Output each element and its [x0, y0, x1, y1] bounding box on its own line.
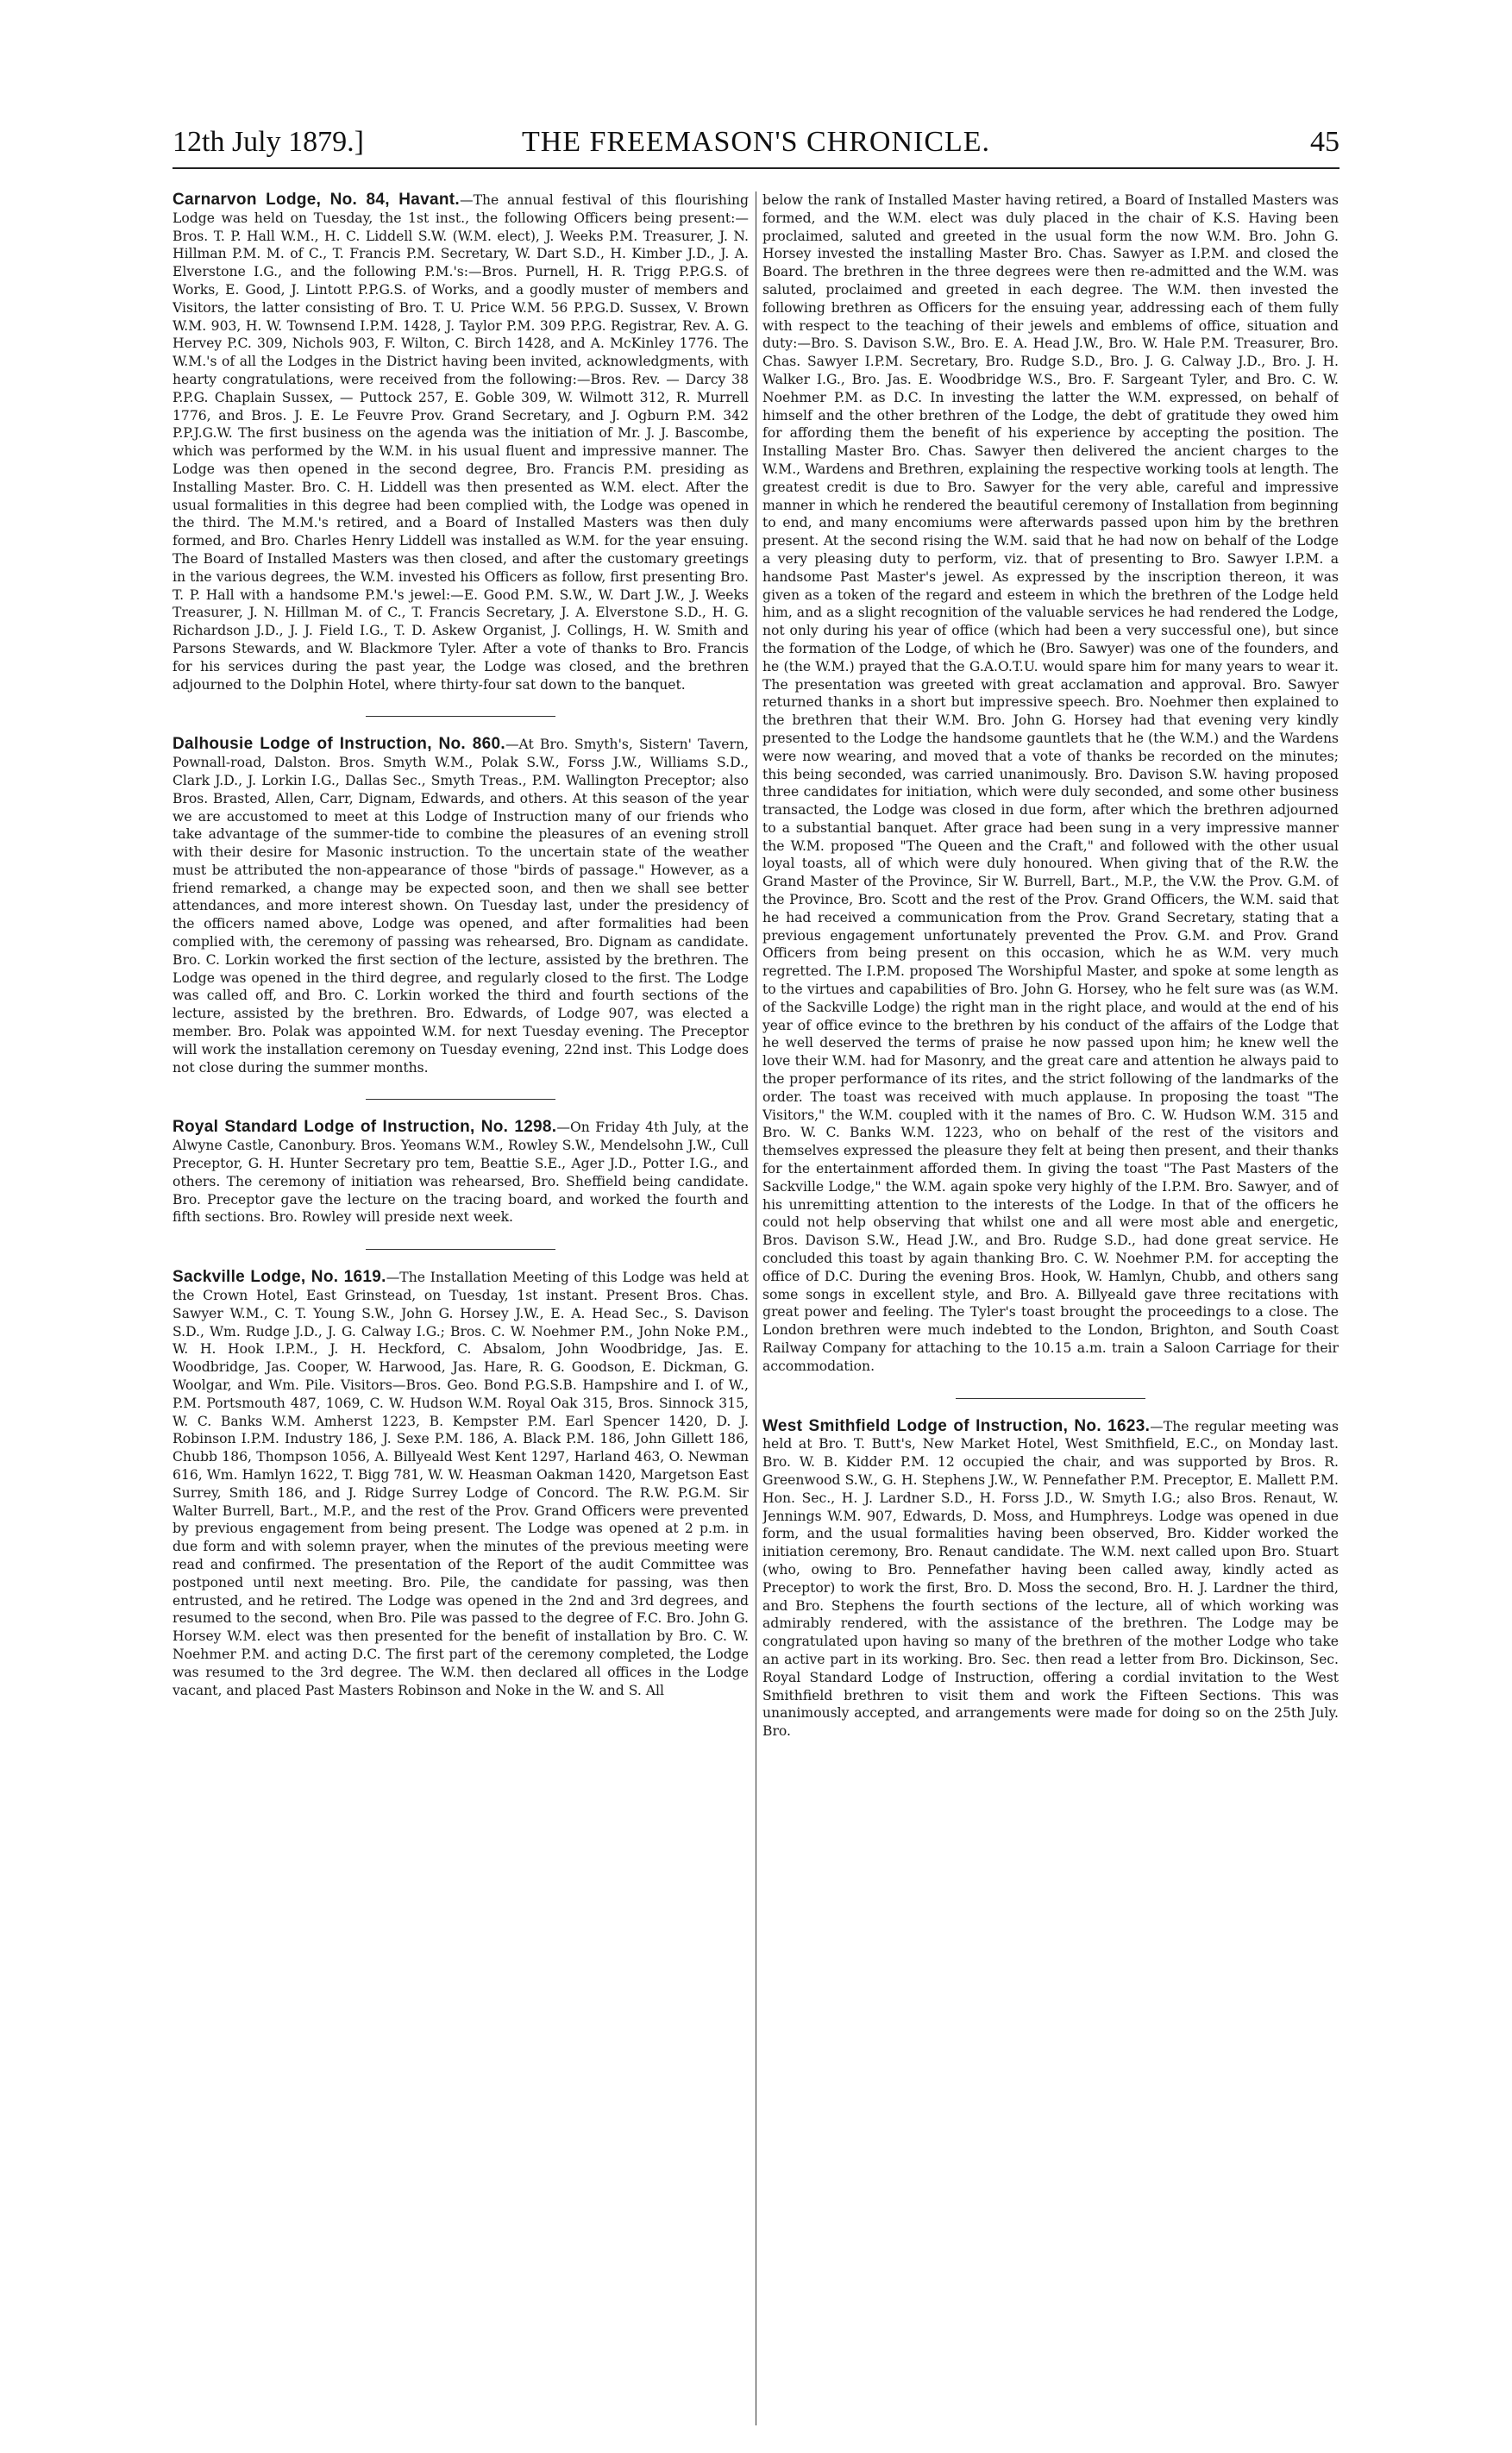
article-separator [366, 1099, 555, 1100]
article-body: —The regular meeting was held at Bro. T. Butt's, New Market Hotel, West Smithfield, E.C., on Monday last. Bro. W. B. Kidder P.M. 12 occupied the chair, and was supported by Bros. R. Greenwood S.W., G. H. Stephens J.W., W. Pennefather P.M. Preceptor, E. Mallett P.M. Hon. Sec., H. J. Lardner S.D., H. Forss J.D., W. Smyth I.G.; also Bros. Renaut, W. Jennings W.M. 907, Edwards, D. Moss, and Humphreys. Lodge was opened in due form, and the usual formalities having been observed, Bro. Kidder worked the initiation ceremony, Bro. Renaut candidate. The W.M. next called upon Bro. Stuart (who, owing to Bro. Pennefather having been called away, kindly acted as Preceptor) to work the first, Bro. D. Moss the second, Bro. H. J. Lardner the third, and Bro. Stephens the fourth sections of the lecture, all of which working was admirably rendered, with the assistance of the brethren. The Lodge may be congratulated upon having so many of the brethren of the mother Lodge who take an active part in its working. Bro. Sec. then read a letter from Bro. Dickinson, Sec. Royal Standard Lodge of Instruction, offering a cordial invitation to the West Smithfield brethren to visit them and work the Fifteen Sections. This was unanimously accepted, and arrangements were made for doing so on the 25th July. Bro. [762, 1418, 1339, 1740]
article-paragraph [762, 191, 1339, 1376]
article-sackville-lodge [173, 1269, 749, 1699]
article-separator [956, 1398, 1145, 1399]
header-page-number: 45 [1310, 126, 1339, 158]
article-west-smithfield-lodge [762, 1418, 1339, 1741]
article-royal-standard-lodge [173, 1119, 749, 1226]
article-paragraph [762, 1418, 1339, 1741]
article-separator [366, 1249, 555, 1250]
article-body: —At Bro. Smyth's, Sistern' Tavern, Pownall-road, Dalston. Bros. Smyth W.M., Polak S.W., Forss J.W., Williams S.D., Clark J.D., J. Lorkin I.G., Dallas Sec., Smyth Treas., P.M. Wallington Preceptor; also Bros. Brasted, Allen, Carr, Dignam, Edwards, and others. At this season of the year we are accustomed to meet at this Lodge of Instruction many of our friends who take advantage of the summer-tide to combine the pleasures of an evening stroll with their desire for Masonic instruction. To the uncertain state of the weather must be attributed the non-appearance of those "birds of passage." However, as a friend remarked, a change may be expected soon, and then we shall see better attendances, and more interest shown. On Tuesday last, under the presidency of the officers named above, Lodge was opened, and after formalities had been complied with, the ceremony of passing was rehearsed, Bro. Dignam as candidate. Bro. C. Lorkin worked the first section of the lecture, assisted by the brethren. The Lodge was opened in the third degree, and regularly closed to the first. The Lodge was called off, and Bro. C. Lorkin worked the third and fourth sections of the lecture, assisted by the brethren. Bro. Edwards, of Lodge 907, was elected a member. Bro. Polak was appointed W.M. for next Tuesday evening. The Preceptor will work the installation ceremony on Tuesday evening, 22nd inst. This Lodge does not close during the summer months. [173, 737, 749, 1076]
article-body: —On Friday 4th July, at the Alwyne Castle, Canonbury. Bros. Yeomans W.M., Rowley S.W., Mendelsohn J.W., Cull Preceptor, G. H. Hunter Secretary pro tem, Beattie S.E., Ager J.D., Potter I.G., and others. The ceremony of initiation was rehearsed, Bro. Sheffield being candidate. Bro. Preceptor gave the lecture on the tracing board, and worked the fourth and fifth sections. Bro. Rowley will preside next week. [173, 1120, 749, 1226]
article-headline: West Smithfield Lodge of Instruction, No. 1623. [762, 1416, 1151, 1435]
page-header [173, 119, 1339, 171]
article-paragraph [173, 1269, 749, 1699]
header-date: 12th July 1879.] [173, 126, 364, 158]
article-paragraph [173, 1119, 749, 1226]
article-paragraph [173, 191, 749, 693]
header-rule [173, 167, 1339, 169]
article-dalhousie-lodge [173, 736, 749, 1076]
left-column [173, 191, 749, 2425]
article-carnarvon-lodge [173, 191, 749, 693]
article-headline: Dalhousie Lodge of Instruction, No. 860. [173, 735, 505, 754]
article-paragraph [173, 736, 749, 1076]
right-column [762, 191, 1339, 2425]
article-body: —The Installation Meeting of this Lodge was held at the Crown Hotel, East Grinstead, on Tuesday, 1st instant. Present Bros. Chas. Sawyer W.M., C. T. Young S.W., John G. Horsey J.W., E. A. Head Sec., S. Davison S.D., Wm. Rudge J.D., J. G. Calway I.G.; Bros. C. W. Noehmer P.M., John Noke P.M., W. H. Hook I.P.M., J. H. Heckford, C. Absalom, John Woodbridge, Jas. E. Woodbridge, Jas. Cooper, W. Harwood, Jas. Hare, R. G. Goodson, E. Dickman, G. Woolgar, and Wm. Pile. Visitors—Bros. Geo. Bond P.G.S.B. Hampshire and I. of W., P.M. Portsmouth 487, 1069, C. W. Hudson W.M. Royal Oak 315, Bros. Sinnock 315, W. C. Banks W.M. Amherst 1223, B. Kempster P.M. Earl Spencer 1420, D. J. Robinson I.P.M. Industry 186, J. Sexe P.M. 186, A. Black P.M. 186, John Gillett 186, Chubb 186, Thompson 1056, A. Billyeald West Kent 1297, Harland 463, O. Newman 616, Wm. Hamlyn 1622, T. Bigg 781, W. W. Heasman Oakman 1420, Margetson East Surrey, Smith 186, and J. Ridge Surrey Lodge of Concord. The R.W. P.G.M. Sir Walter Burrell, Bart., M.P., and the rest of the Prov. Grand Officers were prevented by previous engagement from being present. The Lodge was opened at 2 p.m. in due form and with solemn prayer, when the minutes of the previous meeting were read and confirmed. The presentation of the Report of the audit Committee was postponed until next meeting. Bro. Pile, the candidate for passing, was then entrusted, and he retired. The Lodge was opened in the 2nd and 3rd degrees, and resumed to the second, when Bro. Pile was passed to the degree of F.C. Bro. John G. Horsey W.M. elect was then presented for the benefit of installation by Bro. C. W. Noehmer P.M. and acting D.C. The first part of the ceremony completed, the Lodge was resumed to the 3rd degree. The W.M. then declared all offices in the Lodge vacant, and placed Past Masters Robinson and Noke in the W. and S. All [173, 1270, 749, 1698]
article-headline: Royal Standard Lodge of Instruction, No. 1298. [173, 1118, 557, 1137]
article-body: below the rank of Installed Master having retired, a Board of Installed Masters was formed, and the W.M. elect was duly placed in the chair of K.S. Having been proclaimed, saluted and greeted in the usual form the now W.M. Bro. John G. Horsey invested the installing Master Bro. Chas. Sawyer as I.P.M. and closed the Board. The brethren in the three degrees were then re-admitted and the W.M. was saluted, proclaimed and greeted in each degree. The W.M. then invested the following brethren as Officers for the ensuing year, addressing each of them fully with respect to the teaching of their jewels and emblems of office, situation and duty:—Bro. S. Davison S.W., Bro. E. A. Head J.W., Bro. W. Hale P.M. Treasurer, Bro. Chas. Sawyer I.P.M. Secretary, Bro. Rudge S.D., Bro. J. G. Calway J.D., Bro. J. H. Walker I.G., Bro. Jas. E. Woodbridge W.S., Bro. F. Sargeant Tyler, and Bro. C. W. Noehmer P.M. as D.C. In investing the latter the W.M. expressed, on behalf of himself and the other brethren of the Lodge, the debt of gratitude they owed him for affording them the benefit of his experience by accepting the position. The Installing Master Bro. Chas. Sawyer then delivered the ancient charges to the W.M., Wardens and Brethren, explaining the respective working tools at length. The greatest credit is due to Bro. Sawyer for the very able, careful and impressive manner in which he rendered the beautiful ceremony of Installation from beginning to end, and many encomiums were afterwards passed upon him by the brethren present. At the second rising the W.M. said that he had now on behalf of the Lodge a very pleasing duty to perform, viz. that of presenting to Bro. Sawyer I.P.M. a handsome Past Master's jewel. As expressed by the inscription thereon, it was given as a token of the regard and esteem in which the brethren of the Lodge held him, and as a slight recognition of the valuable services he had rendered the Lodge, not only during his year of office (which had been a very successful one), but since the formation of the Lodge, of which he (Bro. Sawyer) was one of the founders, and he (the W.M.) prayed that the G.A.O.T.U. would spare him for many years to wear it. The presentation was greeted with great acclamation and approval. Bro. Sawyer returned thanks in a short but impressive speech. Bro. Noehmer then explained to the brethren that their W.M. Bro. John G. Horsey had that evening very kindly presented to the Lodge the handsome gauntlets that he (the W.M.) and the Wardens were now wearing, and moved that a vote of thanks be recorded on the minutes; this being seconded, was carried unanimously. Bro. Davison S.W. having proposed three candidates for initiation, which were duly seconded, and some other business transacted, the Lodge was closed in due form, after which the brethren adjourned to a substantial banquet. After grace had been sung in a very impressive manner the W.M. proposed "The Queen and the Craft," and followed with the other usual loyal toasts, all of which were duly honoured. When giving that of the R.W. the Grand Master of the Province, Sir W. Burrell, Bart., M.P., the V.W. the Prov. G.M. of the Province, Bro. Scott and the rest of the Prov. Grand Officers, the W.M. said that he had received a communication from the Prov. Grand Secretary, stating that a previous engagement unfortunately prevented the Prov. G.M. and Prov. Grand Officers from being present on this occasion, which he as W.M. very much regretted. The I.P.M. proposed The Worshipful Master, and spoke at some length as to the virtues and capabilities of Bro. John G. Horsey, who he felt sure was (as W.M. of the Sackville Lodge) the right man in the right place, and would at the end of his year of office evince to the brethren by his conduct of the affairs of the Lodge that he well deserved the terms of praise he now passed upon him; he knew well the love their W.M. had for Masonry, and the great care and attention he always paid to the proper performance of its rites, and the strict following of the landmarks of the order. The toast was received with much applause. In proposing the toast "The Visitors," the W.M. coupled with it the names of Bro. C. W. Hudson W.M. 315 and Bro. W. C. Banks W.M. 1223, who on behalf of the rest of the visitors and themselves expressed the pleasure they felt at being then present, and their thanks for the entertainment afforded them. In giving the toast "The Past Masters of the Sackville Lodge," the W.M. again spoke very highly of the I.P.M. Bro. Sawyer, and of his unremitting attention to the interests of the Lodge. In that of the officers he could not help observing that whilst one and all were most able and energetic, Bros. Davison S.W., Head J.W., and Bro. Rudge S.D., had done great service. He concluded this toast by again thanking Bro. C. W. Noehmer P.M. for accepting the office of D.C. During the evening Bros. Hook, W. Hamlyn, Chubb, and others sang some songs in excellent style, and Bro. A. Billyeald gave three recitations with great power and feeling. The Tyler's toast brought the proceedings to a close. The London brethren were much indebted to the London, Brighton, and South Coast Railway Company for attaching to the 10.15 a.m. train a Saloon Carriage for their accommodation. [762, 192, 1339, 1374]
article-headline: Sackville Lodge, No. 1619. [173, 1268, 386, 1287]
article-headline: Carnarvon Lodge, No. 84, Havant. [173, 191, 460, 209]
article-separator [366, 716, 555, 717]
article-sackville-lodge-continued [762, 191, 1339, 1376]
article-body: —The annual festival of this flourishing Lodge was held on Tuesday, the 1st inst., the following Officers being present:—Bros. T. P. Hall W.M., H. C. Liddell S.W. (W.M. elect), J. Weeks P.M. Treasurer, J. N. Hillman P.M. M. of C., T. Francis P.M. Secretary, W. Dart S.D., H. Kimber J.D., J. A. Elverstone I.G., and the following P.M.'s:—Bros. Purnell, H. R. Trigg P.P.G.S. of Works, E. Good, J. Lintott P.P.G.S. of Works, and a goodly muster of members and Visitors, the latter consisting of Bro. T. U. Price W.M. 56 P.P.G.D. Sussex, V. Brown W.M. 903, H. W. Townsend I.P.M. 1428, J. Taylor P.M. 309 P.P.G. Registrar, Rev. A. G. Hervey P.C. 309, Nichols 903, F. Wilton, C. Birch 1428, and A. McKinley 1776. The W.M.'s of all the Lodges in the District having been invited, acknowledgments, with hearty congratulations, were received from the following:—Bros. Rev. — Darcy 38 P.P.G. Chaplain Sussex, — Puttock 257, E. Goble 309, W. Wilmott 312, R. Murrell 1776, and Bros. J. E. Le Feuvre Prov. Grand Secretary, and J. Ogburn P.M. 342 P.P.J.G.W. The first business on the agenda was the initiation of Mr. J. J. Bascombe, which was performed by the W.M. in his usual fluent and impressive manner. The Lodge was then opened in the second degree, Bro. Francis P.M. presiding as Installing Master. Bro. C. H. Liddell was then presented as W.M. elect. After the usual formalities in this degree had been complied with, the Lodge was opened in the third. The M.M.'s retired, and a Board of Installed Masters was then duly formed, and Bro. Charles Henry Liddell was installed as W.M. for the year ensuing. The Board of Installed Masters was then closed, and after the customary greetings in the various degrees, the W.M. invested his Officers as follow, first presenting Bro. T. P. Hall with a handsome P.M.'s jewel:—E. Good P.M. S.W., W. Dart J.W., J. Weeks Treasurer, J. N. Hillman M. of C., T. Francis Secretary, J. A. Elverstone S.D., H. G. Richardson J.D., J. J. Field I.G., T. D. Askew Organist, J. Collings, H. W. Smith and Parsons Stewards, and W. Blackmore Tyler. After a vote of thanks to Bro. Francis for his services during the past year, the Lodge was closed, and the brethren adjourned to the Dolphin Hotel, where thirty-four sat down to the banquet. [173, 192, 749, 693]
header-title: THE FREEMASON'S CHRONICLE. [521, 126, 991, 158]
